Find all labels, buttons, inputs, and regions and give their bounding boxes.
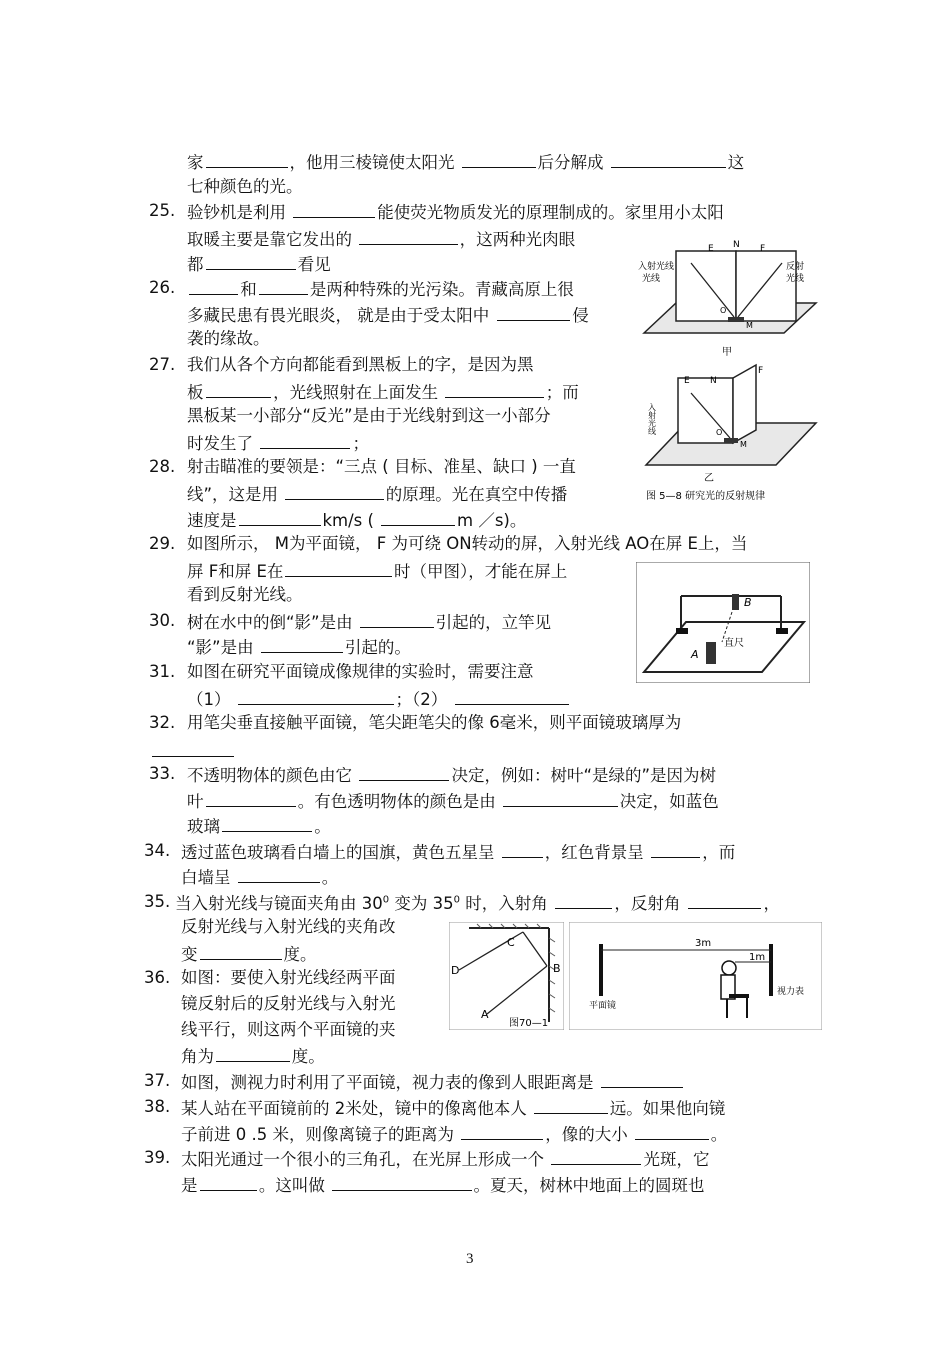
text-line-q32a: 用笔尖垂直接触平面镜，笔尖距笔尖的像 6毫米，则平面镜玻璃厚为 (187, 713, 682, 732)
answer-blank[interactable] (238, 688, 394, 705)
fig1-label-reflect: 反射 (786, 262, 805, 272)
fig4-label-3m: 3m (695, 938, 712, 949)
fig4-label-1m: 1m (749, 952, 766, 963)
question-number: 38. (144, 1097, 171, 1116)
text-line-q29b: 屏 F和屏 E在 时（甲图），才能在屏上 (187, 562, 568, 581)
question-number: 37. (144, 1071, 171, 1090)
fig3-label-A: A (481, 1008, 489, 1021)
text-line-q25b: 取暖主要是靠它发出的 ，这两种光肉眼 (187, 230, 576, 249)
answer-blank[interactable] (332, 1174, 471, 1191)
reflection-experiment-figure (636, 233, 823, 508)
answer-blank[interactable] (534, 1097, 608, 1114)
text-line-q34a: 透过蓝色玻璃看白墙上的国旗，黄色五星呈 ，红色背景呈 ，而 (181, 843, 736, 862)
answer-blank[interactable] (445, 381, 543, 398)
text-line-q31b: （1） ；（2） (187, 688, 571, 710)
text-line-q27d: 时发生了 ； (187, 434, 369, 453)
question-number: 39. (144, 1148, 171, 1167)
answer-blank[interactable] (360, 611, 434, 628)
text-line-q36b: 镜反射后的反射光线与入射光 (181, 994, 396, 1013)
fig1-label-M: M (746, 321, 753, 330)
text-line-q25a: 验钞机是利用 能使荧光物质发光的原理制成的。家里用小太阳 (187, 203, 724, 222)
text-line-q30a: 树在水中的倒“影”是由 引起的，立竿见 (187, 613, 552, 632)
question-number: 26. (149, 278, 176, 297)
answer-blank[interactable] (503, 790, 618, 807)
question-number: 25. (149, 201, 176, 220)
text-line-q33a: 不透明物体的颜色由它 决定，例如：树叶“是绿的”是因为树 (187, 766, 717, 785)
question-number: 29. (149, 534, 176, 553)
text-line-q39b: 是 。这叫做 。夏天，树林中地面上的圆斑也 (181, 1176, 705, 1195)
question-number: 36. (144, 968, 171, 987)
text-line-q27c: 黑板某一小部分“反光”是由于光线射到这一小部分 (187, 406, 551, 425)
fig3-label-D: D (451, 964, 460, 977)
answer-blank[interactable] (222, 815, 312, 832)
answer-blank[interactable] (206, 151, 288, 168)
answer-blank[interactable] (285, 560, 392, 577)
text-line-q27b: 板 ，光线照射在上面发生 ；而 (187, 383, 579, 402)
fig2-label-B: B (744, 596, 752, 609)
answer-blank[interactable] (461, 1123, 543, 1140)
answer-blank[interactable] (293, 201, 375, 218)
answer-blank[interactable] (359, 764, 449, 781)
text-line-q36c: 线平行，则这两个平面镜的夹 (181, 1020, 396, 1039)
eye-test-figure (569, 922, 822, 1030)
answer-blank[interactable] (261, 636, 343, 653)
text-line-q38a: 某人站在平面镜前的 2米处，镜中的像离他本人 远。如果他向镜 (181, 1099, 726, 1118)
answer-blank[interactable] (206, 253, 296, 270)
answer-blank[interactable] (601, 1071, 683, 1088)
fig1-label-incident: 入射光线 (638, 262, 675, 272)
answer-blank[interactable] (200, 1174, 257, 1191)
fig3-caption: 图70—1 (509, 1018, 549, 1029)
page-number: 3 (466, 1251, 474, 1267)
answer-blank[interactable] (502, 841, 543, 858)
text-line-q33b: 叶 。有色透明物体的颜色是由 决定，如蓝色 (187, 792, 719, 811)
answer-blank[interactable] (688, 892, 762, 909)
text-line-q29c: 看到反射光线。 (187, 585, 303, 604)
text-line-l2: 七种颜色的光。 (187, 177, 303, 196)
answer-blank[interactable] (206, 790, 296, 807)
question-number: 33. (149, 764, 176, 783)
answer-blank[interactable] (651, 841, 700, 858)
fig1-label-O2: O (716, 428, 723, 437)
answer-blank[interactable] (206, 381, 272, 398)
question-number: 28. (149, 457, 176, 476)
answer-blank[interactable] (635, 1123, 709, 1140)
fig1-label-F: F (760, 244, 766, 254)
text-line-q26a: 和 是两种特殊的光污染。青藏高原上很 (187, 278, 574, 300)
fig1-label-jia: 甲 (722, 347, 732, 358)
text-line-q28a: 射击瞄准的要领是：“三点 ( 目标、准星、缺口 ) 一直 (187, 457, 576, 476)
fig3-label-C: C (507, 936, 515, 949)
text-line-l1: 家 ，他用三棱镜使太阳光 后分解成 这 (187, 153, 745, 172)
answer-blank[interactable] (285, 483, 383, 500)
question-number: 27. (149, 355, 176, 374)
question-number: 32. (149, 713, 176, 732)
fig1-label-F2: F (758, 366, 764, 376)
question-number: 34. (144, 841, 171, 860)
fig4-label-mirror: 平面镜 (589, 1001, 617, 1011)
fig1-label-N2: N (710, 376, 717, 386)
answer-blank[interactable] (239, 509, 321, 526)
text-line-q26c: 袭的缘故。 (187, 329, 270, 348)
answer-blank[interactable] (216, 1045, 290, 1062)
text-line-q31a: 如图在研究平面镜成像规律的实验时，需要注意 (187, 662, 534, 681)
text-line-q26b: 多藏民患有畏光眼炎， 就是由于受太阳中 侵 (187, 306, 589, 325)
two-mirrors-figure (449, 922, 564, 1030)
text-line-q25c: 都 看见 (187, 255, 331, 274)
fig1-label-E2: E (684, 376, 690, 386)
answer-blank[interactable] (381, 509, 455, 526)
text-line-q36d: 角为 度。 (181, 1047, 325, 1066)
text-line-q35c: 变 度。 (181, 945, 317, 964)
text-line-q37a: 如图，测视力时利用了平面镜，视力表的像到人眼距离是 (181, 1071, 685, 1093)
answer-blank[interactable] (555, 892, 612, 909)
question-number: 30. (149, 611, 176, 630)
plane-mirror-imaging-figure (636, 562, 810, 683)
text-line-q34b: 白墙呈 。 (181, 868, 339, 887)
fig4-label-chart: 视力表 (777, 987, 805, 997)
text-line-q39a: 太阳光通过一个很小的三角孔，在光屏上形成一个 光斑，它 (181, 1150, 710, 1169)
answer-blank[interactable] (497, 304, 571, 321)
fig1-label-reflect2: 光线 (786, 274, 805, 284)
text-line-q38b: 子前进 0 .5 米，则像离镜子的距离为 ，像的大小 。 (181, 1125, 728, 1144)
fig1-label-incident2: 光线 (642, 274, 661, 284)
fig1-caption: 图 5—8 研究光的反射规律 (646, 491, 766, 502)
question-number: 35. (144, 892, 171, 911)
answer-blank[interactable] (462, 151, 536, 168)
text-line-q35b: 反射光线与入射光线的夹角改 (181, 917, 396, 936)
answer-blank[interactable] (200, 943, 282, 960)
fig2-label-ruler: 直尺 (724, 638, 744, 649)
fig3-label-B: B (553, 962, 561, 975)
text-line-q28c: 速度是 km/s ( m ／s)。 (187, 511, 527, 530)
text-line-q28b: 线”，这是用 的原理。光在真空中传播 (187, 485, 568, 504)
fig1-label-O: O (720, 306, 727, 315)
fig1-label-incident3: 入射光线 (647, 403, 657, 435)
answer-blank[interactable] (359, 228, 457, 245)
fig1-label-N: N (733, 240, 740, 250)
text-line-q36a: 如图：要使入射光线经两平面 (181, 968, 396, 987)
text-line-q29a: 如图所示， M为平面镜， F 为可绕 ON转动的屏，入射光线 AO在屏 E上，当 (187, 534, 748, 553)
fig1-label-E: E (708, 244, 714, 254)
fig2-label-A: A (691, 648, 699, 661)
text-line-q35a: 当入射光线与镜面夹角由 $30^0$ 变为 $35^0$ 时，入射角 ，反射角 ， (175, 894, 780, 913)
text-line-q30b: “影”是由 引起的。 (187, 638, 411, 657)
answer-blank[interactable] (260, 432, 350, 449)
answer-blank[interactable] (455, 688, 570, 705)
answer-blank[interactable] (259, 278, 308, 295)
answer-blank[interactable] (611, 151, 726, 168)
text-line-q27a: 我们从各个方向都能看到黑板上的字，是因为黑 (187, 355, 534, 374)
answer-blank[interactable] (238, 866, 320, 883)
answer-blank[interactable] (189, 278, 238, 295)
answer-blank[interactable] (551, 1148, 641, 1165)
fig1-label-yi: 乙 (704, 473, 714, 484)
fig1-label-M2: M (740, 440, 747, 449)
question-number: 31. (149, 662, 176, 681)
answer-blank[interactable] (152, 740, 234, 757)
text-line-q33c: 玻璃 。 (187, 817, 331, 836)
text-line-q32b (150, 740, 236, 762)
